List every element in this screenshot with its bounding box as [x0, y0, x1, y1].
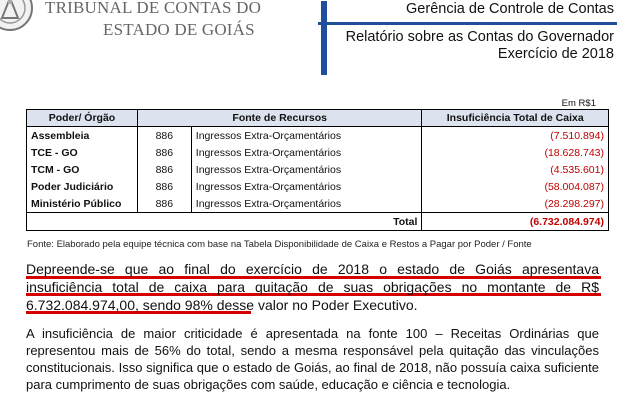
- header-accent-bar: [321, 1, 327, 75]
- insufficiency-value-cell: (4.535.601): [422, 161, 609, 178]
- body-paragraph: A insuficiência de maior criticidade é apresentada na fonte 100 – Receitas Ordinárias que representou mais de 56% do total, sendo a mesma responsável pela quitação das vinculações constitucionais. Isso significa que o estado de Goiás, ao final de 2018, não possuía caixa suficiente para cumprimento de suas obrigações com saúde, educação e ciência e tecnologia.: [26, 326, 599, 392]
- insufficiency-value-cell: (58.004.087): [422, 178, 609, 195]
- highlighted-paragraph: Depreende-se que ao final do exercício de 2018 o estado de Goiás apresentava insuficiência total de caixa para quitação de suas obrigações no montante de R$ 6.732.084.974,00, sendo 98% desse valor no Poder Executivo.: [26, 261, 599, 313]
- source-name-cell: Ingressos Extra-Orçamentários: [191, 144, 422, 161]
- report-title: Relatório sobre as Contas do Governador: [345, 29, 614, 45]
- organ-cell: TCM - GO: [27, 161, 138, 178]
- report-year: Exercício de 2018: [497, 46, 614, 62]
- table-row: [27, 195, 609, 213]
- cash-insufficiency-table: [26, 109, 609, 231]
- table-row: [27, 178, 609, 195]
- source-code-cell: 886: [137, 144, 191, 161]
- table-header-row: [27, 110, 609, 127]
- organ-cell: Assembleia: [27, 127, 138, 145]
- column-header-insufficiency: Insuficiência Total de Caixa: [422, 110, 609, 127]
- table-row: [27, 144, 609, 161]
- source-code-cell: 886: [137, 178, 191, 195]
- source-code-cell: 886: [137, 127, 191, 145]
- total-label: Total: [27, 213, 422, 231]
- source-code-cell: 886: [137, 161, 191, 178]
- organ-cell: Ministério Público: [27, 195, 138, 213]
- insufficiency-value-cell: (7.510.894): [422, 127, 609, 145]
- source-name-cell: Ingressos Extra-Orçamentários: [191, 178, 422, 195]
- tce-emblem-icon: [0, 0, 34, 32]
- table-total-row: [27, 213, 609, 231]
- header-divider: [318, 22, 617, 25]
- department-title: Gerência de Controle de Contas: [406, 1, 614, 17]
- organ-cell: TCE - GO: [27, 144, 138, 161]
- organ-cell: Poder Judiciário: [27, 178, 138, 195]
- source-name-cell: Ingressos Extra-Orçamentários: [191, 127, 422, 145]
- insufficiency-value-cell: (28.298.297): [422, 195, 609, 213]
- table-row: [27, 127, 609, 145]
- table-row: [27, 161, 609, 178]
- source-code-cell: 886: [137, 195, 191, 213]
- institution-name-line2: ESTADO DE GOIÁS: [103, 20, 255, 39]
- table-unit-label: Em R$1: [561, 98, 596, 109]
- institution-name-line1: TRIBUNAL DE CONTAS DO: [45, 0, 262, 17]
- source-name-cell: Ingressos Extra-Orçamentários: [191, 195, 422, 213]
- insufficiency-value-cell: (18.628.743): [422, 144, 609, 161]
- total-value: (6.732.084.974): [422, 213, 609, 231]
- column-header-source: Fonte de Recursos: [137, 110, 422, 127]
- column-header-organ: Poder/ Órgão: [27, 110, 138, 127]
- table-source-note: Fonte: Elaborado pela equipe técnica com base na Tabela Disponibilidade de Caixa e Restos a Pagar por Poder / Fonte: [27, 239, 532, 250]
- source-name-cell: Ingressos Extra-Orçamentários: [191, 161, 422, 178]
